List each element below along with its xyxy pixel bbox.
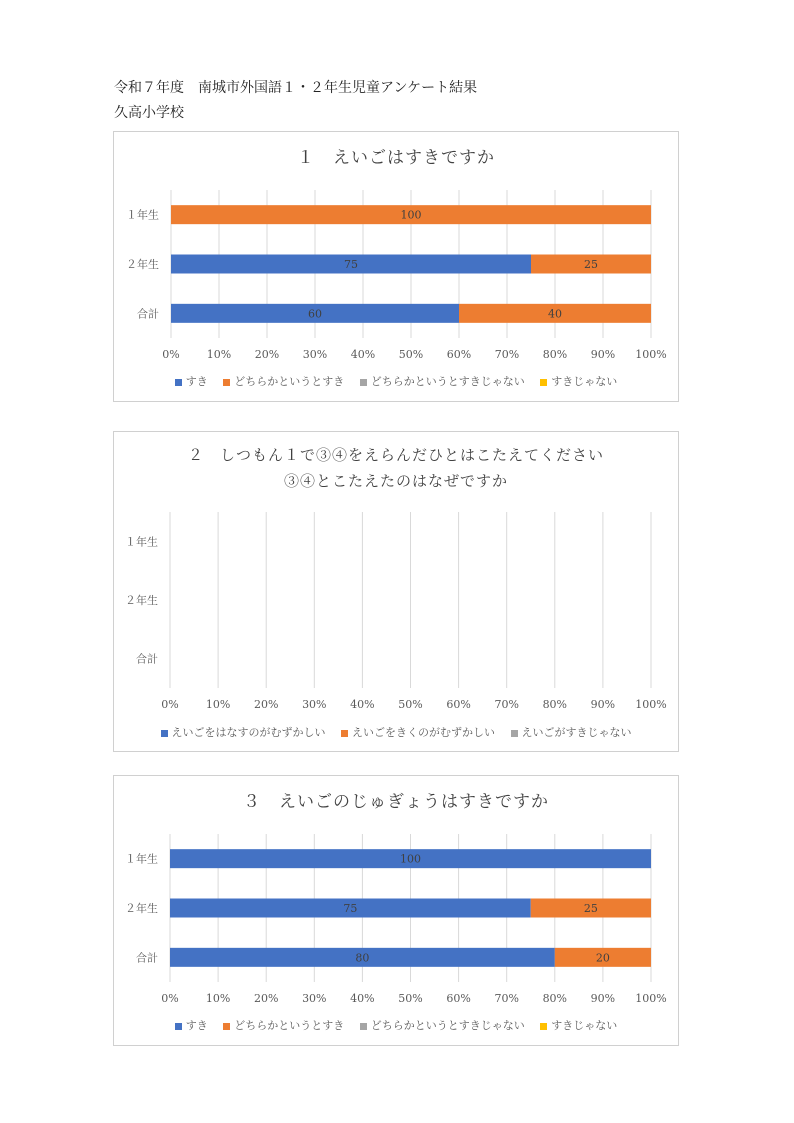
x-tick-label: 60% xyxy=(446,348,472,361)
category-label: ２年生 xyxy=(125,594,158,607)
data-label: 25 xyxy=(584,258,598,271)
x-tick-label: 10% xyxy=(205,698,231,711)
category-label: ２年生 xyxy=(125,902,158,915)
data-label: 25 xyxy=(583,902,598,915)
x-tick-label: 0% xyxy=(161,992,179,1005)
x-tick-label: 70% xyxy=(494,348,520,361)
legend-label: えいごをきくのがむずかしい xyxy=(352,726,495,739)
legend-item xyxy=(175,1017,208,1033)
chart-reasons xyxy=(113,431,679,752)
legend-swatch xyxy=(223,379,230,386)
x-tick-label: 80% xyxy=(542,348,568,361)
survey-title: 令和７年度 南城市外国語１・２年生児童アンケート結果 xyxy=(114,80,478,96)
x-tick-label: 40% xyxy=(350,698,375,711)
legend-label: どちらかというとすき xyxy=(234,1019,345,1032)
x-tick-label: 100% xyxy=(635,992,667,1005)
x-tick-label: 40% xyxy=(350,348,376,361)
legend-item xyxy=(360,373,525,389)
legend-swatch xyxy=(223,1023,230,1030)
legend-item xyxy=(511,724,632,740)
category-label: １年生 xyxy=(125,535,158,549)
legend-item xyxy=(223,373,344,389)
x-tick-label: 70% xyxy=(494,698,519,711)
x-tick-label: 50% xyxy=(398,698,423,711)
data-label: 80 xyxy=(355,951,370,965)
x-tick-label: 100% xyxy=(635,698,667,711)
legend-label: えいごがすきじゃない xyxy=(521,726,632,739)
x-tick-label: 90% xyxy=(590,698,616,711)
chart-plot xyxy=(114,776,680,1047)
data-label: 20 xyxy=(595,951,610,965)
legend-label: すき xyxy=(185,1019,208,1032)
x-tick-label: 20% xyxy=(254,348,280,361)
chart-like-english xyxy=(113,131,679,402)
legend-swatch xyxy=(511,730,518,737)
x-tick-label: 0% xyxy=(161,698,179,711)
x-tick-label: 90% xyxy=(590,348,616,361)
legend-item xyxy=(341,724,495,740)
x-tick-label: 60% xyxy=(446,992,471,1005)
x-tick-label: 40% xyxy=(350,992,375,1005)
document-header xyxy=(114,76,477,126)
legend-swatch xyxy=(540,379,547,386)
legend-item xyxy=(360,1017,525,1033)
x-tick-label: 100% xyxy=(635,348,667,361)
category-label: １年生 xyxy=(126,208,159,222)
data-label: 100 xyxy=(400,208,422,222)
chart-like-class xyxy=(113,775,679,1046)
data-label: 60 xyxy=(308,307,322,321)
legend-item xyxy=(540,373,617,389)
x-tick-label: 10% xyxy=(206,348,232,361)
legend-label: えいごをはなすのがむずかしい xyxy=(171,726,326,739)
chart-plot xyxy=(114,132,680,403)
category-label: 合計 xyxy=(136,652,158,666)
legend-swatch xyxy=(175,379,182,386)
category-label: １年生 xyxy=(125,852,158,866)
legend-label: すきじゃない xyxy=(551,375,618,388)
legend-swatch xyxy=(360,379,367,386)
x-tick-label: 30% xyxy=(302,992,327,1005)
x-tick-label: 10% xyxy=(205,992,231,1005)
chart-legend xyxy=(114,1017,678,1033)
legend-swatch xyxy=(540,1023,547,1030)
legend-item xyxy=(175,373,208,389)
legend-label: どちらかというとすき xyxy=(234,375,345,388)
x-tick-label: 20% xyxy=(253,992,279,1005)
legend-swatch xyxy=(175,1023,182,1030)
x-tick-label: 70% xyxy=(494,992,519,1005)
category-label: 合計 xyxy=(137,307,159,321)
category-label: 合計 xyxy=(136,951,158,965)
data-label: 75 xyxy=(343,902,358,915)
legend-swatch xyxy=(161,730,168,737)
legend-swatch xyxy=(341,730,348,737)
x-tick-label: 30% xyxy=(302,348,328,361)
legend-item xyxy=(540,1017,617,1033)
chart-subtitle: ③④とこたえたのはなぜですか xyxy=(283,472,508,490)
data-label: 40 xyxy=(548,307,562,321)
x-tick-label: 0% xyxy=(162,348,180,361)
school-name: 久高小学校 xyxy=(114,105,184,121)
x-tick-label: 50% xyxy=(398,348,424,361)
chart-legend xyxy=(114,724,678,740)
x-tick-label: 80% xyxy=(542,698,568,711)
x-tick-label: 80% xyxy=(542,992,568,1005)
chart-title: ３ えいごのじゅぎょうはすきですか xyxy=(243,792,549,812)
legend-label: どちらかというとすきじゃない xyxy=(370,1019,525,1032)
x-tick-label: 30% xyxy=(302,698,327,711)
chart-legend xyxy=(114,373,678,389)
chart-plot xyxy=(114,432,680,753)
data-label: 100 xyxy=(400,852,421,866)
legend-item xyxy=(161,724,326,740)
x-tick-label: 20% xyxy=(253,698,279,711)
data-label: 75 xyxy=(344,258,358,271)
legend-label: すき xyxy=(185,375,208,388)
x-tick-label: 60% xyxy=(446,698,471,711)
legend-label: どちらかというとすきじゃない xyxy=(370,375,525,388)
legend-label: すきじゃない xyxy=(551,1019,618,1032)
x-tick-label: 50% xyxy=(398,992,423,1005)
chart-title: １ えいごはすきですか xyxy=(297,148,495,168)
chart-title: ２ しつもん１で③④をえらんだひとはこたえてください xyxy=(187,446,604,464)
legend-swatch xyxy=(360,1023,367,1030)
category-label: ２年生 xyxy=(126,258,159,271)
x-tick-label: 90% xyxy=(590,992,616,1005)
legend-item xyxy=(223,1017,344,1033)
